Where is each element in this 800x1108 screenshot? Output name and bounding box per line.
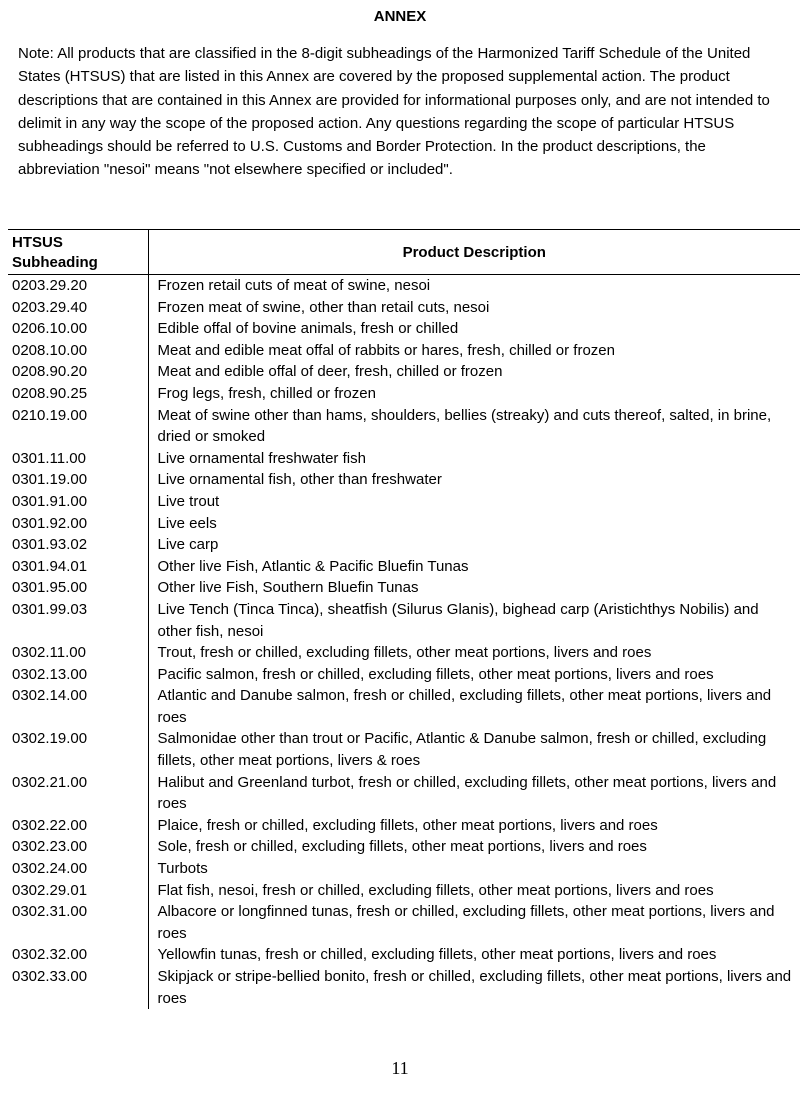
product-description-cell: Pacific salmon, fresh or chilled, excluding fillets, other meat portions, livers and roes	[157, 665, 714, 683]
table-row	[8, 772, 800, 815]
table-body	[8, 275, 800, 1010]
table-row	[8, 361, 800, 383]
htsus-table	[8, 229, 800, 1009]
table-row	[8, 491, 800, 513]
table-row	[8, 901, 800, 944]
htsus-code-cell: 0301.11.00	[8, 448, 148, 470]
table-row	[8, 577, 800, 599]
table-row	[8, 664, 800, 686]
product-description-cell: Other live Fish, Southern Bluefin Tunas	[157, 579, 419, 597]
header-htsus-subheading	[8, 230, 148, 275]
htsus-code-cell: 0210.19.00	[8, 405, 148, 448]
header-htsus-line1: HTSUS	[12, 234, 63, 251]
htsus-code-cell: 0302.21.00	[8, 772, 148, 815]
htsus-code-cell: 0302.23.00	[8, 836, 148, 858]
htsus-code-cell: 0302.24.00	[8, 858, 148, 880]
htsus-code-cell: 0203.29.20	[8, 275, 148, 297]
table-row	[8, 880, 800, 902]
product-description-cell: Turbots	[157, 860, 208, 878]
header-product-description: Product Description	[402, 243, 546, 261]
product-description-cell: Meat and edible offal of deer, fresh, chilled or frozen	[157, 363, 503, 381]
table-row	[8, 815, 800, 837]
table-row	[8, 966, 800, 1009]
product-description-cell: Halibut and Greenland turbot, fresh or chilled, excluding fillets, other meat portions, livers and roes	[157, 773, 777, 813]
table-row	[8, 275, 800, 297]
product-description-cell: Live ornamental freshwater fish	[157, 449, 366, 467]
table-row	[8, 858, 800, 880]
htsus-code-cell: 0301.91.00	[8, 491, 148, 513]
table-row	[8, 318, 800, 340]
table-row	[8, 513, 800, 535]
table-row	[8, 340, 800, 362]
product-description-cell: Albacore or longfinned tunas, fresh or chilled, excluding fillets, other meat portions, livers and roes	[157, 903, 775, 942]
product-description-cell: Other live Fish, Atlantic & Pacific Bluefin Tunas	[157, 557, 469, 575]
htsus-code-cell: 0301.93.02	[8, 534, 148, 556]
table-row	[8, 383, 800, 405]
htsus-code-cell: 0208.10.00	[8, 340, 148, 362]
product-description-cell: Live Tench (Tinca Tinca), sheatfish (Silurus Glanis), bighead carp (Aristichthys Nobilis) and other fish, nesoi	[157, 600, 759, 640]
table-row	[8, 297, 800, 319]
htsus-code-cell: 0301.95.00	[8, 577, 148, 599]
product-description-cell: Frog legs, fresh, chilled or frozen	[157, 384, 376, 402]
product-description-cell: Frozen retail cuts of meat of swine, nesoi	[157, 277, 431, 294]
product-description-cell: Meat of swine other than hams, shoulders, bellies (streaky) and cuts thereof, salted, in brine, dried or smoked	[157, 406, 772, 446]
htsus-code-cell: 0301.92.00	[8, 513, 148, 535]
htsus-code-cell: 0302.31.00	[8, 901, 148, 944]
product-description-cell: Flat fish, nesoi, fresh or chilled, excluding fillets, other meat portions, livers and roes	[157, 881, 714, 899]
htsus-code-cell: 0203.29.40	[8, 297, 148, 319]
product-description-cell: Live trout	[157, 492, 220, 510]
product-description-cell: Atlantic and Danube salmon, fresh or chilled, excluding fillets, other meat portions, livers and roes	[157, 687, 772, 726]
htsus-code-cell: 0302.13.00	[8, 664, 148, 686]
product-description-cell: Live ornamental fish, other than freshwater	[157, 471, 442, 489]
htsus-code-cell: 0302.11.00	[8, 642, 148, 664]
header-htsus-line2: Subheading	[12, 254, 98, 271]
product-description-cell: Sole, fresh or chilled, excluding fillets, other meat portions, livers and roes	[157, 838, 647, 856]
htsus-code-cell: 0302.29.01	[8, 880, 148, 902]
table-row	[8, 642, 800, 664]
table-row	[8, 836, 800, 858]
htsus-code-cell: 0301.99.03	[8, 599, 148, 642]
annex-note: Note: All products that are classified in the 8-digit subheadings of the Harmonized Tariff Schedule of the United States (HTSUS) that are listed in this Annex are covered by the proposed supplemental action. The product descriptions that are contained in this Annex are provided for informational purposes only, and are not intended to delimit in any way the scope of the proposed action. Any questions regarding the scope of particular HTSUS subheadings should be referred to U.S. Customs and Border Protection. In the product descriptions, the abbreviation "nesoi" means "not elsewhere specified or included".	[18, 45, 770, 179]
product-description-cell: Yellowfin tunas, fresh or chilled, excluding fillets, other meat portions, livers and roes	[157, 946, 717, 964]
table-row	[8, 944, 800, 966]
table-row	[8, 448, 800, 470]
product-description-cell: Live carp	[157, 536, 219, 554]
product-description-cell: Skipjack or stripe-bellied bonito, fresh or chilled, excluding fillets, other meat portions, livers and roes	[157, 968, 792, 1007]
htsus-code-cell: 0206.10.00	[8, 318, 148, 340]
table-row	[8, 599, 800, 642]
htsus-code-cell: 0302.32.00	[8, 944, 148, 966]
htsus-code-cell: 0302.22.00	[8, 815, 148, 837]
product-description-cell: Plaice, fresh or chilled, excluding fillets, other meat portions, livers and roes	[157, 816, 658, 834]
htsus-code-cell: 0208.90.25	[8, 383, 148, 405]
product-description-cell: Salmonidae other than trout or Pacific, Atlantic & Danube salmon, fresh or chilled, excluding fillets, other meat portions, livers & roes	[157, 730, 767, 770]
table-row	[8, 405, 800, 448]
annex-title: ANNEX	[373, 8, 427, 25]
htsus-code-cell: 0301.19.00	[8, 469, 148, 491]
htsus-code-cell: 0301.94.01	[8, 556, 148, 578]
htsus-code-cell: 0302.33.00	[8, 966, 148, 1009]
page-number: 11	[391, 1058, 409, 1078]
htsus-code-cell: 0302.14.00	[8, 685, 148, 728]
table-row	[8, 556, 800, 578]
product-description-cell: Frozen meat of swine, other than retail cuts, nesoi	[157, 298, 490, 316]
table-header-row	[8, 230, 800, 275]
table-row	[8, 469, 800, 491]
product-description-cell: Trout, fresh or chilled, excluding fillets, other meat portions, livers and roes	[157, 644, 652, 662]
table-row	[8, 534, 800, 556]
table-row	[8, 728, 800, 771]
htsus-code-cell: 0302.19.00	[8, 728, 148, 771]
product-description-cell: Live eels	[157, 514, 217, 532]
product-description-cell: Edible offal of bovine animals, fresh or chilled	[157, 320, 459, 338]
product-description-cell: Meat and edible meat offal of rabbits or hares, fresh, chilled or frozen	[157, 341, 615, 359]
htsus-code-cell: 0208.90.20	[8, 361, 148, 383]
table-row	[8, 685, 800, 728]
